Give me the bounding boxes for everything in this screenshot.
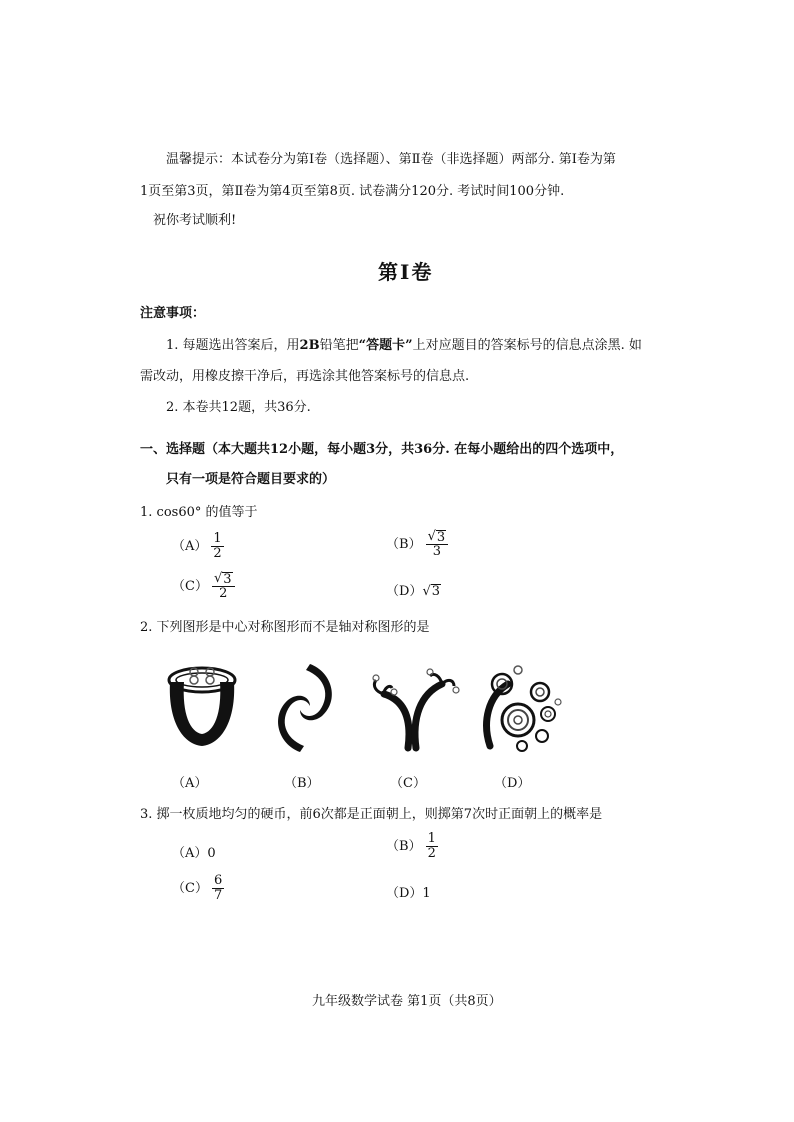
q1-option-b: [386, 530, 448, 559]
q1-option-b-radicand: 3: [436, 530, 446, 545]
q2-label-c: （C）: [390, 776, 426, 791]
notes-item-1-pencil: 2B: [299, 338, 320, 353]
q1-option-c-numerator: [212, 572, 235, 587]
q1-option-a-numerator: 1: [213, 531, 222, 546]
q1-option-a: [172, 532, 224, 561]
branching-horns-figure: [362, 658, 462, 750]
q2-label-b: （B）: [284, 776, 320, 791]
q3-stem: 3. 掷一枚质地均匀的硬币，前6次都是正面朝上，则掷第7次时正面朝上的概率是: [140, 807, 603, 822]
notes-item-1-line-2: 需改动，用橡皮擦干净后，再选涂其他答案标号的信息点.: [140, 369, 470, 384]
notes-item-2: 2. 本卷共12题，共36分.: [166, 400, 311, 415]
q1-stem: 1. cos60° 的值等于: [140, 505, 258, 520]
q1-option-b-label: （B）: [386, 537, 422, 552]
q1-option-c-label: （C）: [172, 579, 208, 594]
q1-option-c-radicand: 3: [223, 572, 232, 587]
q3-option-b: [386, 832, 438, 861]
q3-option-c-numerator: 6: [213, 873, 223, 888]
q2-label-a: （A）: [172, 776, 208, 791]
q3-option-b-fraction: [426, 832, 438, 861]
q3-option-b-label: （B）: [386, 839, 422, 854]
radical-sign-icon: √: [422, 584, 431, 599]
q3-option-c-label: （C）: [172, 881, 208, 896]
spiral-swirls-figure: [478, 662, 568, 754]
q3-option-c: [172, 874, 224, 903]
q1-option-b-numerator: [426, 530, 449, 545]
q1-option-d-radicand: 3: [431, 584, 441, 599]
q2-stem: 2. 下列图形是中心对称图形而不是轴对称图形的是: [140, 620, 430, 635]
q1-option-a-denominator: 2: [213, 546, 222, 561]
intro-line-3: 祝你考试顺利!: [153, 213, 237, 228]
page-footer: 九年级数学试卷 第1页（共8页）: [312, 994, 502, 1009]
u-shaped-knot-figure: [160, 660, 244, 752]
q3-option-b-numerator: 1: [427, 831, 436, 846]
q3-option-c-denominator: 7: [213, 888, 223, 903]
q2-label-d: （D）: [494, 776, 531, 791]
notes-item-1-answer-card: “答题卡”: [358, 338, 413, 353]
q1-option-b-denominator: 3: [432, 544, 441, 559]
s-spiral-figure: [270, 660, 340, 756]
q1-option-c-fraction: [212, 572, 235, 601]
q1-option-c: [172, 572, 235, 601]
section-title: 第Ⅰ卷: [378, 260, 434, 284]
notes-item-1-text-a: 1. 每题选出答案后，用: [166, 338, 300, 353]
notes-item-1-text-c: 铅笔把: [319, 338, 359, 353]
radical-sign-icon: √: [213, 571, 223, 586]
part1-heading-line-1: 一、选择题（本大题共12小题，每小题3分，共36分. 在每小题给出的四个选项中，: [140, 442, 624, 457]
radical-sign-icon: √: [427, 529, 436, 544]
part1-heading-line-2: 只有一项是符合题目要求的）: [166, 472, 336, 487]
q1-option-a-fraction: [211, 532, 223, 561]
notes-item-1: [166, 336, 642, 356]
q3-option-a: （A）0: [172, 846, 216, 861]
q1-option-b-fraction: [426, 530, 449, 559]
notes-heading: 注意事项：: [140, 306, 206, 321]
notes-item-1-text-e: 上对应题目的答案标号的信息点涂黑. 如: [412, 338, 642, 353]
q3-option-d: （D）1: [386, 886, 431, 901]
q1-option-d: [386, 580, 441, 599]
q3-option-c-fraction: [212, 874, 224, 903]
intro-line-1: 温馨提示：本试卷分为第Ⅰ卷（选择题）、第Ⅱ卷（非选择题）两部分. 第Ⅰ卷为第: [166, 152, 616, 167]
q3-option-b-denominator: 2: [427, 846, 436, 861]
q1-option-d-label: （D）: [386, 584, 423, 599]
intro-line-2: 1页至第3页，第Ⅱ卷为第4页至第8页. 试卷满分120分. 考试时间100分钟.: [140, 184, 565, 199]
q1-option-c-denominator: 2: [219, 586, 228, 601]
q1-option-a-label: （A）: [172, 539, 208, 554]
